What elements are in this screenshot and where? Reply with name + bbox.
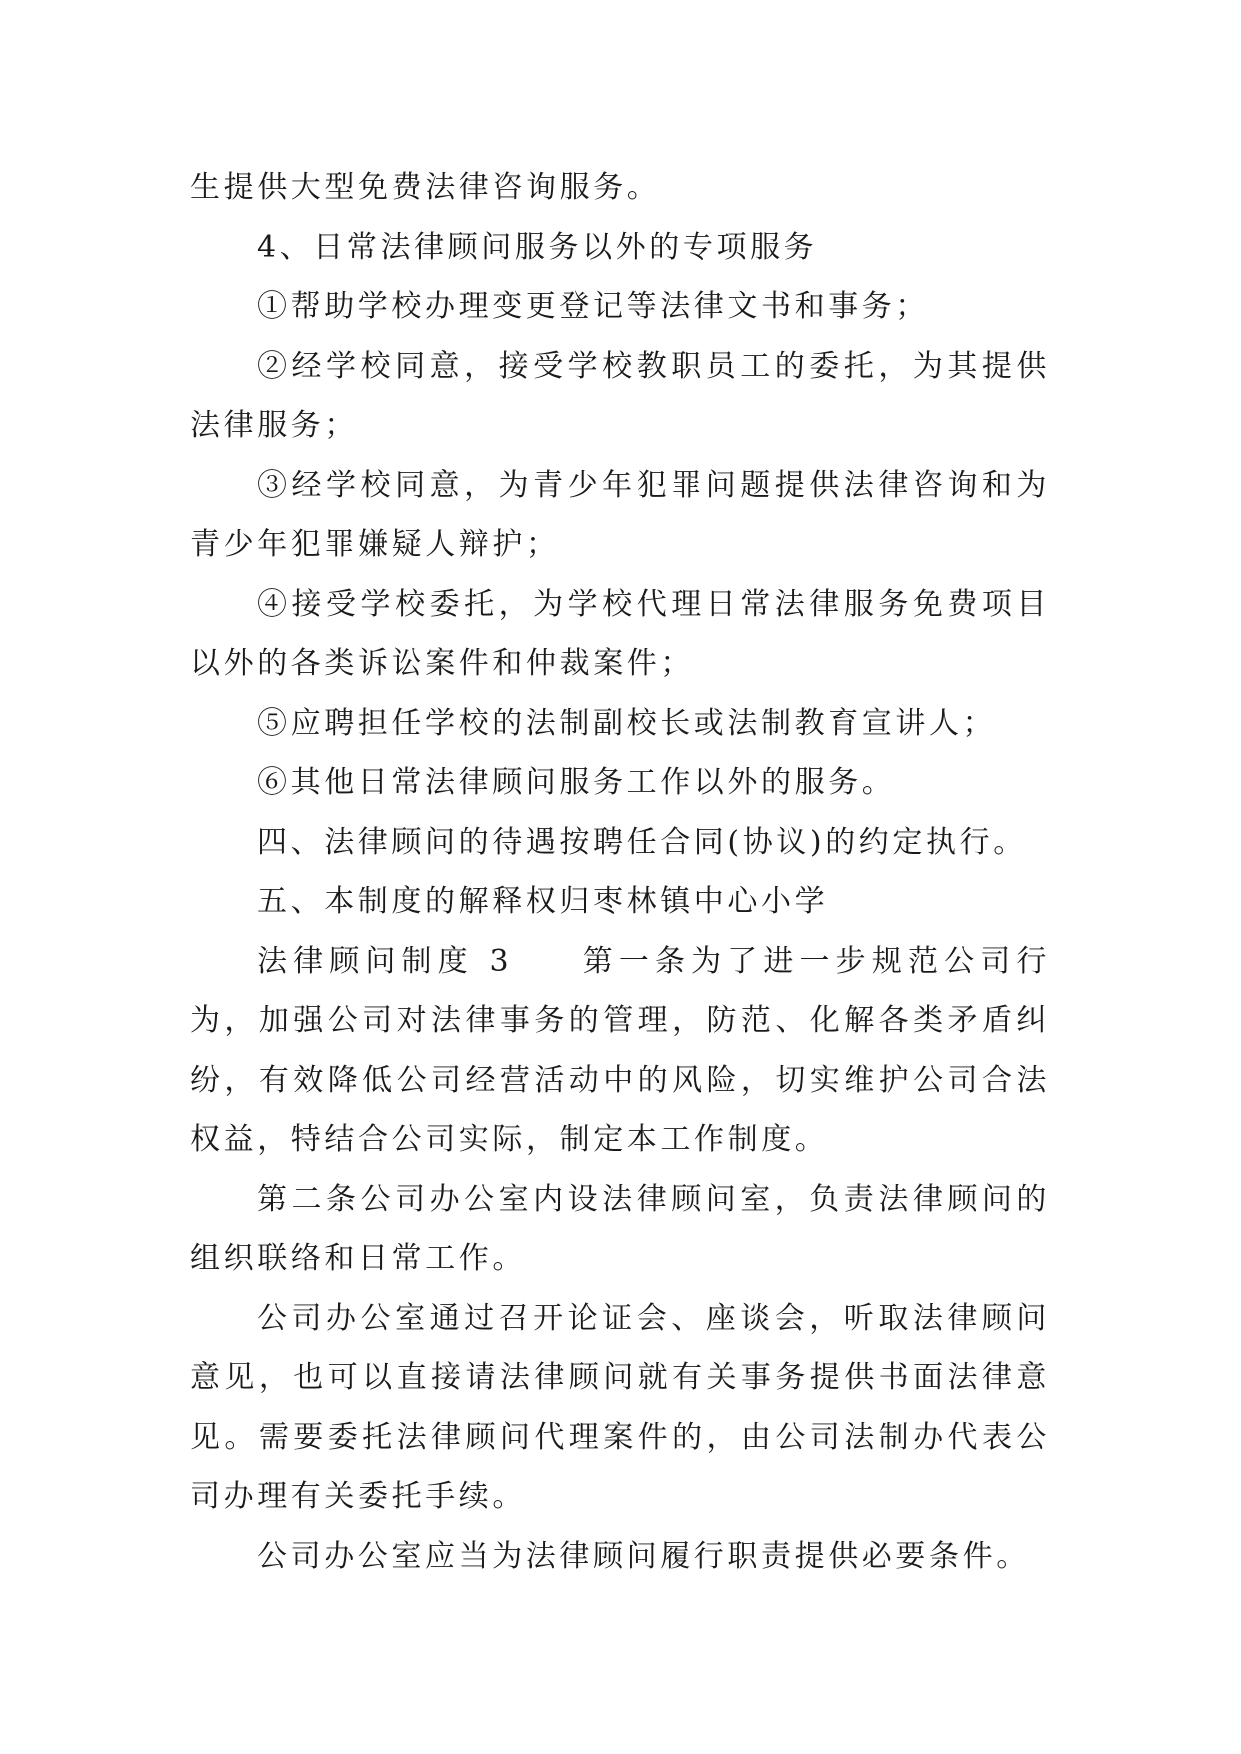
paragraph-7: ⑤应聘担任学校的法制副校长或法制教育宣讲人； — [257, 705, 997, 741]
paragraph-12: 第二条公司办公室内设法律顾问室，负责法律顾问的组织联络和日常工作。 — [190, 1181, 1050, 1276]
paragraph-13: 公司办公室通过召开论证会、座谈会，听取法律顾问意见，也可以直接请法律顾问就有关事务提供书面法律意见。需要委托法律顾问代理案件的，由公司法制办代表公司办理有关委托手续。 — [190, 1300, 1050, 1514]
paragraph-3: ①帮助学校办理变更登记等法律文书和事务； — [257, 289, 929, 324]
paragraph-5: ③经学校同意，为青少年犯罪问题提供法律咨询和为青少年犯罪嫌疑人辩护； — [190, 467, 1050, 562]
paragraph-2: 4、日常法律顾问服务以外的专项服务 — [257, 229, 818, 265]
section-heading: 法律顾问制度 3 — [257, 943, 513, 979]
paragraph-10: 五、本制度的解释权归枣林镇中心小学 — [257, 884, 829, 919]
paragraph-11 — [190, 932, 1050, 1170]
paragraph-8: ⑥其他日常法律顾问服务工作以外的服务。 — [257, 765, 896, 800]
paragraph-1: 生提供大型免费法律咨询服务。 — [190, 170, 661, 205]
paragraph-6: ④接受学校委托，为学校代理日常法律服务免费项目以外的各类诉讼案件和仲裁案件； — [190, 586, 1050, 681]
paragraph-14: 公司办公室应当为法律顾问履行职责提供必要条件。 — [257, 1538, 1030, 1574]
paragraph-9: 四、法律顾问的待遇按聘任合同(协议)的约定执行。 — [257, 824, 1027, 860]
paragraph-4: ②经学校同意，接受学校教职员工的委托，为其提供法律服务； — [190, 348, 1050, 443]
paragraph-11-text: 第一条为了进一步规范公司行为，加强公司对法律事务的管理，防范、化解各类矛盾纠纷，有效降低公司经营活动中的风险，切实维护公司合法权益，特结合公司实际，制定本工作制度。 — [190, 943, 1050, 1157]
document-body — [190, 158, 1050, 1586]
